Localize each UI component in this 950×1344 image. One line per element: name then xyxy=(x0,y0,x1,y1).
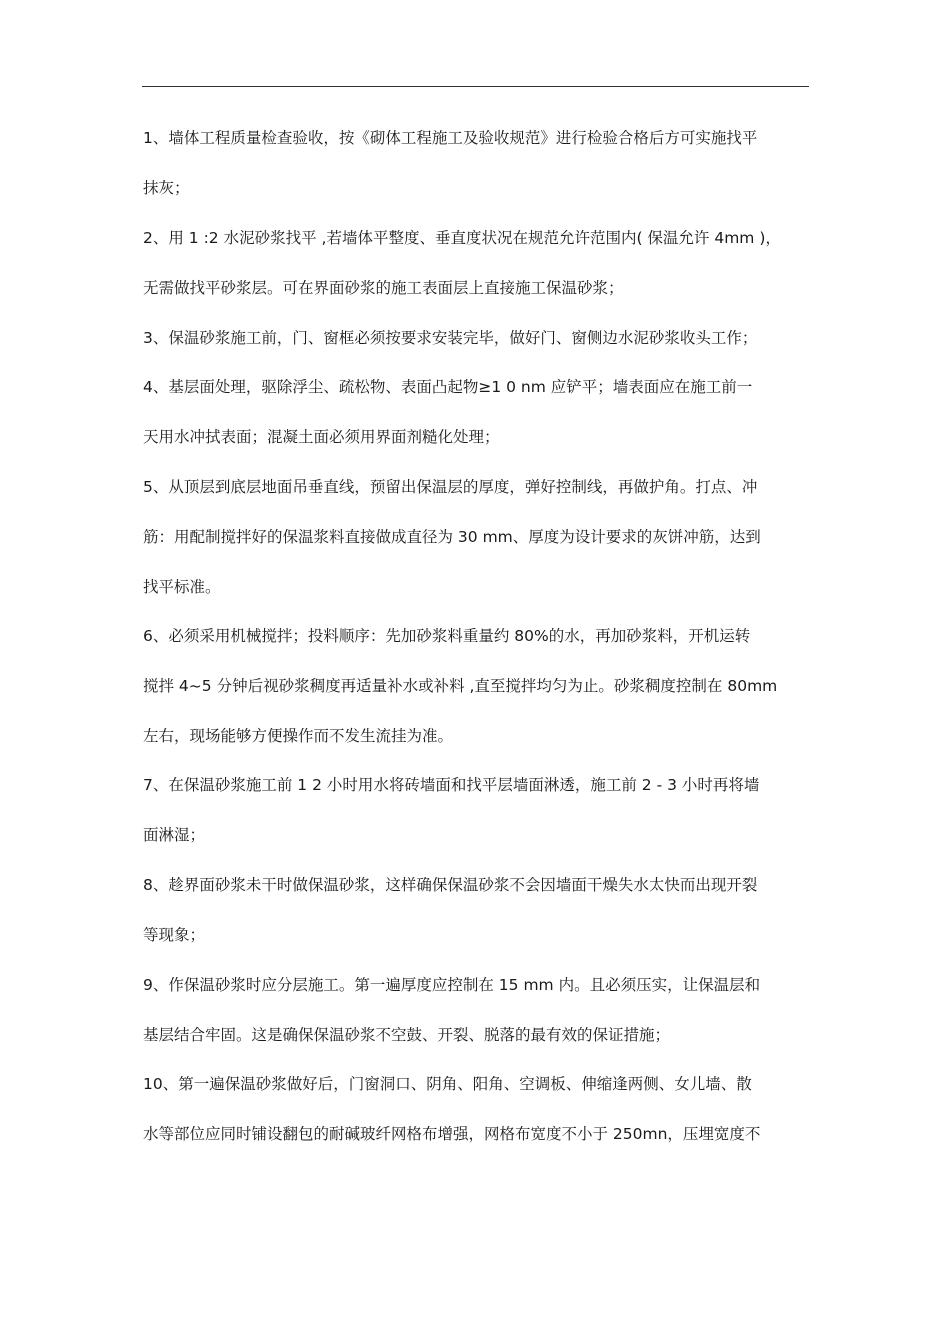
text-line: 5、从顶层到底层地面吊垂直线，预留出保温层的厚度，弹好控制线，再做护角。打点、冲 xyxy=(143,478,758,496)
text-line: 1、墙体工程质量检查验收，按《砌体工程施工及验收规范》进行检验合格后方可实施找平 xyxy=(143,129,758,147)
text-line: 无需做找平砂浆层。可在界面砂浆的施工表面层上直接施工保温砂浆； xyxy=(143,279,624,297)
text-line: 4、基层面处理，驱除浮尘、疏松物、表面凸起物≥1 0 nm 应铲平；墙表面应在施工前一 xyxy=(143,378,753,396)
text-line: 天用水冲拭表面；混凝土面必须用界面剂糙化处理； xyxy=(143,428,500,446)
text-line: 2、用 1 :2 水泥砂浆找平 ,若墙体平整度、垂直度状况在规范允许范围内( 保温允许 4mm )， xyxy=(143,229,781,247)
text-line: 搅拌 4~5 分钟后视砂浆稠度再适量补水或补料 ,直至搅拌均匀为止。砂浆稠度控制在 80mm xyxy=(143,677,778,695)
text-line: 抹灰； xyxy=(143,179,190,197)
text-line: 8、趁界面砂浆未干时做保温砂浆，这样确保保温砂浆不会因墙面干燥失水太快而出现开裂 xyxy=(143,876,758,894)
text-line: 9、作保温砂浆时应分层施工。第一遍厚度应控制在 15 mm 内。且必须压实，让保温层和 xyxy=(143,976,761,994)
header-rule xyxy=(142,86,809,87)
text-line: 左右，现场能够方便操作而不发生流挂为准。 xyxy=(143,727,454,745)
text-line: 7、在保温砂浆施工前 1 2 小时用水将砖墙面和找平层墙面淋透，施工前 2 - 3 小时再将墙 xyxy=(143,776,760,794)
text-line: 水等部位应同时铺设翻包的耐碱玻纤网格布增强，网格布宽度不小于 250mn，压埋宽度不 xyxy=(143,1125,761,1143)
text-line: 10、第一遍保温砂浆做好后，门窗洞口、阴角、阳角、空调板、伸缩逢两侧、女儿墙、散 xyxy=(143,1075,752,1093)
text-line: 基层结合牢固。这是确保保温砂浆不空鼓、开裂、脱落的最有效的保证措施； xyxy=(143,1026,671,1044)
text-line: 面淋湿； xyxy=(143,826,206,844)
text-line: 3、保温砂浆施工前，门、窗框必须按要求安装完毕，做好门、窗侧边水泥砂浆收头工作； xyxy=(143,329,758,347)
text-line: 等现象； xyxy=(143,926,206,944)
text-line: 找平标准。 xyxy=(143,578,221,596)
text-line: 筋：用配制搅拌好的保温浆料直接做成直径为 30 mm、厚度为设计要求的灰饼冲筋，达到 xyxy=(143,528,761,546)
text-line: 6、必须采用机械搅拌；投料顺序：先加砂浆料重量约 80%的水，再加砂浆料，开机运转 xyxy=(143,627,751,645)
